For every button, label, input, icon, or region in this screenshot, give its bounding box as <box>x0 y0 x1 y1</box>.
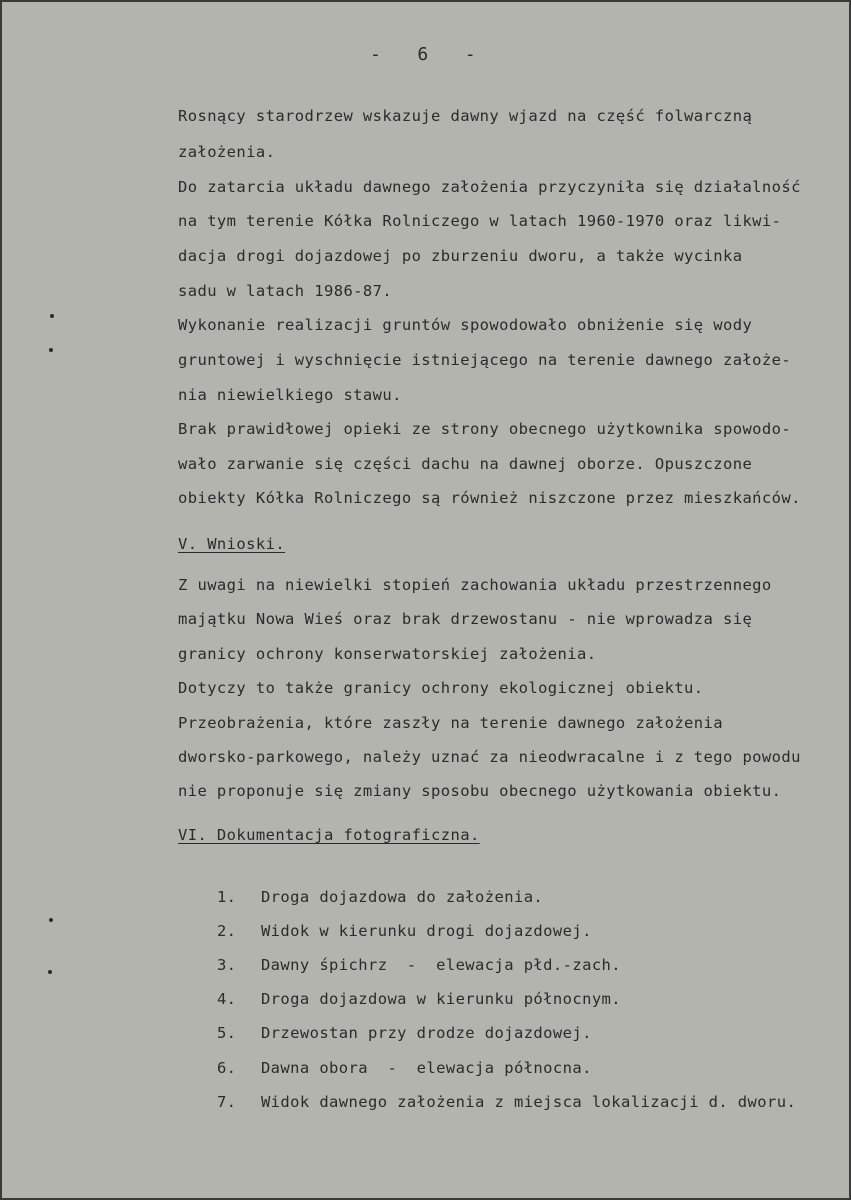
list-item-number: 2. <box>216 922 237 940</box>
list-item-number: 1. <box>216 888 237 906</box>
list-item-number: 3. <box>216 956 237 974</box>
text-line: wało zarwanie się części dachu na dawnej oborze. Opuszczone <box>178 455 753 473</box>
margin-mark <box>49 348 53 352</box>
list-item-number: 7. <box>216 1093 237 1111</box>
list-item <box>178 1072 796 1132</box>
list-item-text: Widok dawnego założenia z miejsca lokalizacji d. dworu. <box>260 1093 797 1111</box>
text-line: dacja drogi dojazdowej po zburzeniu dworu, a także wycinka <box>178 247 743 265</box>
text-line: nie proponuje się zmiany sposobu obecnego użytkowania obiektu. <box>178 782 782 800</box>
text-line: Brak prawidłowej opieki ze strony obecnego użytkownika spowodo- <box>178 420 792 438</box>
page-number: - 6 - <box>370 44 477 65</box>
list-item-number: 4. <box>216 990 237 1008</box>
text-line: Rosnący starodrzew wskazuje dawny wjazd na część folwarczną <box>178 107 753 125</box>
list-item-text: Dawny śpichrz - elewacja płd.-zach. <box>260 956 622 974</box>
list-item-number: 5. <box>216 1024 237 1042</box>
text-line: Dotyczy to także granicy ochrony ekologicznej obiektu. <box>178 679 704 697</box>
text-line: Do zatarcia układu dawnego założenia przyczyniła się działalność <box>178 178 801 196</box>
text-line: Wykonanie realizacji gruntów spowodowało obniżenie się wody <box>178 316 753 334</box>
list-item-text: Droga dojazdowa w kierunku północnym. <box>260 990 622 1008</box>
section-heading-vi: VI. Dokumentacja fotograficzna. <box>178 826 480 844</box>
text-line: Przeobrażenia, które zaszły na terenie dawnego założenia <box>178 714 723 732</box>
text-line: założenia. <box>178 143 276 161</box>
text-line: sadu w latach 1986-87. <box>178 282 393 300</box>
margin-mark <box>50 314 54 318</box>
text-line: dworsko-parkowego, należy uznać za nieodwracalne i z tego powodu <box>178 748 801 766</box>
list-item-text: Widok w kierunku drogi dojazdowej. <box>260 922 592 940</box>
list-item-text: Dawna obora - elewacja północna. <box>260 1059 592 1077</box>
text-line: obiekty Kółka Rolniczego są również niszczone przez mieszkańców. <box>178 489 801 507</box>
text-line: Z uwagi na niewielki stopień zachowania układu przestrzennego <box>178 576 772 594</box>
text-line: gruntowej i wyschnięcie istniejącego na terenie dawnego założe- <box>178 351 792 369</box>
margin-mark <box>49 918 53 922</box>
text-line: granicy ochrony konserwatorskiej założenia. <box>178 645 597 663</box>
text-line: na tym terenie Kółka Rolniczego w latach 1960-1970 oraz likwi- <box>178 212 782 230</box>
margin-mark <box>48 970 52 974</box>
list-item-number: 6. <box>216 1059 237 1077</box>
text-line: nia niewielkiego stawu. <box>178 386 402 404</box>
text-line: majątku Nowa Wieś oraz brak drzewostanu - nie wprowadza się <box>178 610 753 628</box>
list-item-text: Droga dojazdowa do założenia. <box>260 888 544 906</box>
list-item-text: Drzewostan przy drodze dojazdowej. <box>260 1024 592 1042</box>
section-heading-v: V. Wnioski. <box>178 535 286 553</box>
